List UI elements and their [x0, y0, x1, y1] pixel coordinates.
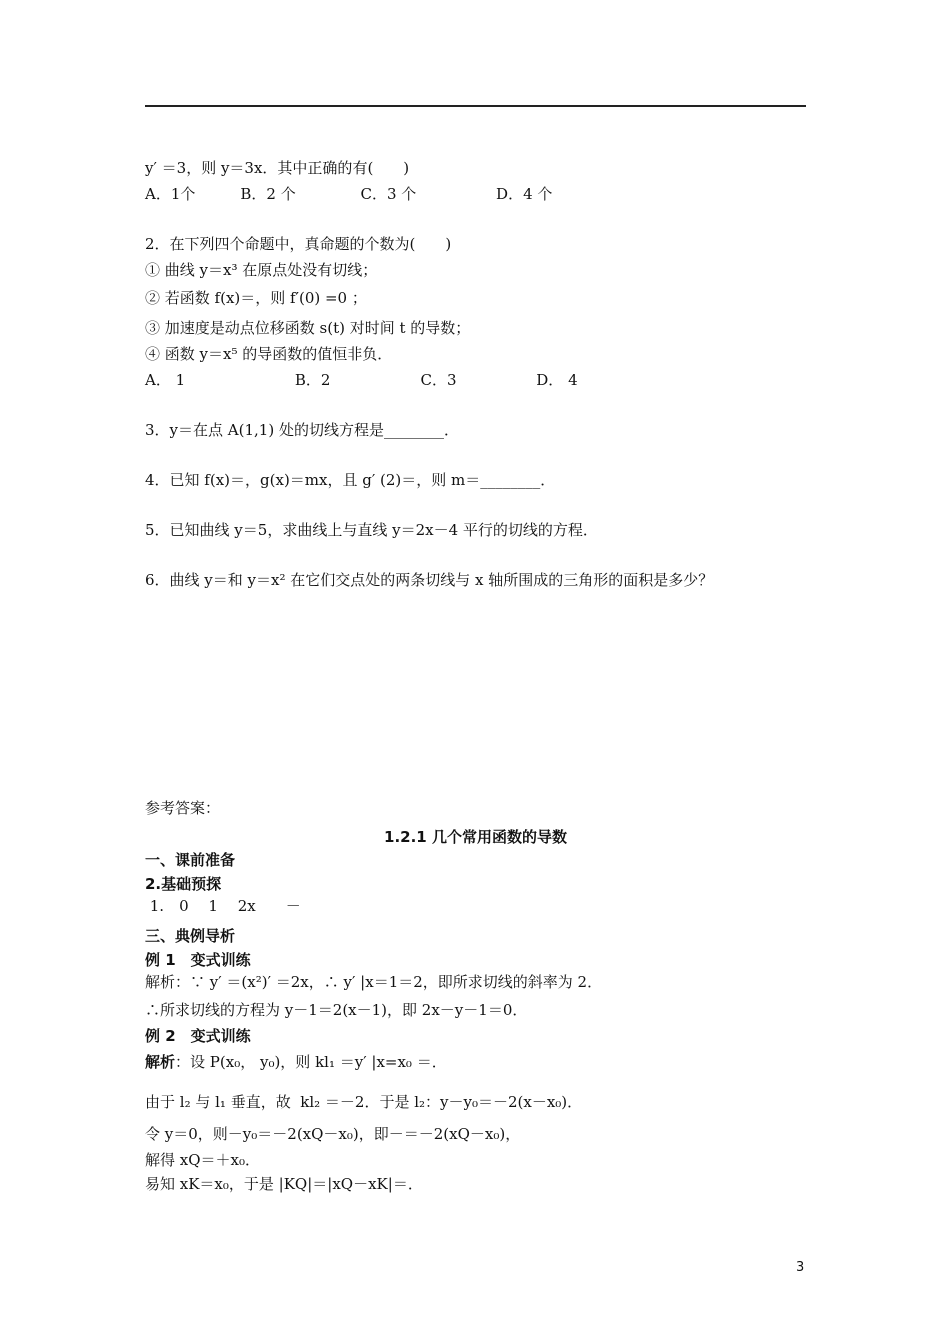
- example-2-line-5: 易知 xK＝x₀，于是 |KQ|＝|xQ－xK|＝．: [145, 1175, 423, 1193]
- question-6: 6．曲线 y＝和 y＝x² 在它们交点处的两条切线与 x 轴所围成的三角形的面积是多少？: [145, 571, 714, 589]
- q2-item-4: ④ 函数 y＝x⁵ 的导函数的值恒非负．: [145, 345, 393, 363]
- question-4: 4．已知 f(x)＝，g(x)＝mx，且 g′ (2)＝，则 m＝________．: [145, 471, 556, 489]
- example-1-line-1: 解析：∵ y′ ＝(x²)′ ＝2x，∴ y′ |x＝1＝2，即所求切线的斜率为 2．: [145, 973, 603, 991]
- q2-item-3: ③ 加速度是动点位移函数 s(t) 对时间 t 的导数；: [145, 319, 471, 337]
- example-2-line-1: [145, 1052, 447, 1072]
- q1-tail: y′ ＝3，则 y＝3x．其中正确的有( ): [145, 159, 410, 177]
- example-2-title: 例 2 变式训练: [145, 1027, 251, 1045]
- example-1-line-2: ∴所求切线的方程为 y－1＝2(x－1)，即 2x－y－1＝0．: [145, 1001, 528, 1019]
- q2-item-1: ① 曲线 y＝x³ 在原点处没有切线；: [145, 261, 378, 279]
- example-2-line-2: 由于 l₂ 与 l₁ 垂直，故 kl₂ ＝－2．于是 l₂：y－y₀＝－2(x－x₀)．: [145, 1093, 583, 1111]
- example-1-title: 例 1 变式训练: [145, 951, 251, 969]
- example-2-line-1-text: ：设 P(x₀， y₀)，则 kl₁ ＝y′ |x=x₀ ＝．: [175, 1053, 447, 1071]
- section-1-subheading: 2.基础预探: [145, 875, 222, 893]
- section-3-heading: 三、典例导析: [145, 927, 236, 945]
- answers-title: 1.2.1 几个常用函数的导数: [384, 828, 567, 846]
- header-rule: [145, 105, 806, 107]
- page-number: 3: [796, 1260, 805, 1275]
- question-5: 5．已知曲线 y＝5，求曲线上与直线 y＝2x－4 平行的切线的方程．: [145, 521, 598, 539]
- example-2-line-4: 解得 xQ＝＋x₀．: [145, 1151, 260, 1169]
- section-1-heading: 一、课前准备: [145, 851, 236, 869]
- analysis-label: 解析: [145, 1053, 176, 1071]
- section-1-values: 1. 0 1 2x －: [145, 897, 301, 915]
- q1-options: A．1个 B．2 个 C．3 个 D．4 个: [145, 185, 553, 203]
- q2-stem: 2．在下列四个命题中，真命题的个数为( ): [145, 235, 452, 253]
- example-2-line-3: 令 y＝0，则－y₀＝－2(xQ－x₀)，即－＝－2(xQ－x₀)，: [145, 1125, 521, 1143]
- q2-options: A． 1 B．2 C．3 D． 4: [145, 371, 578, 389]
- question-3: 3．y＝在点 A(1,1) 处的切线方程是________．: [145, 421, 459, 439]
- answers-label: 参考答案：: [145, 799, 221, 817]
- q2-item-2: ② 若函数 f(x)＝，则 f′(0) =0 ；: [145, 289, 367, 307]
